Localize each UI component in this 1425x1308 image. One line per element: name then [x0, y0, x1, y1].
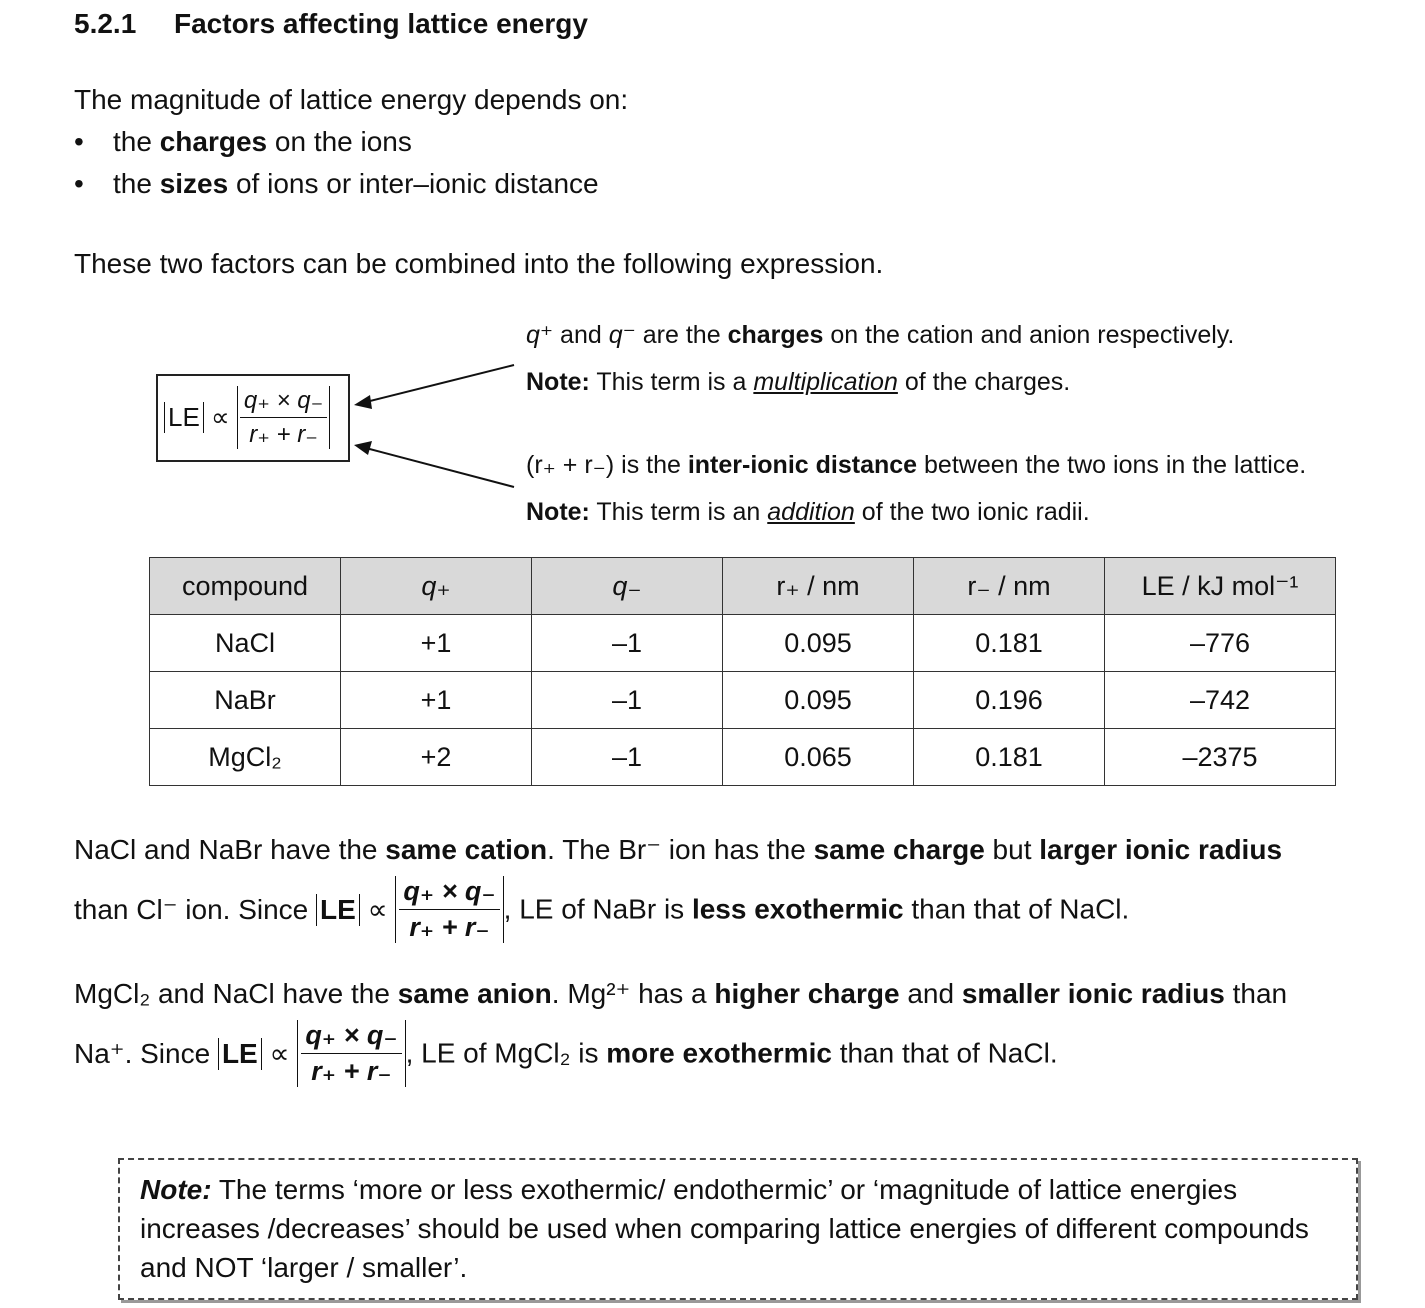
table-cell: +1: [341, 615, 532, 672]
table-cell: +2: [341, 729, 532, 786]
section-title: Factors affecting lattice energy: [174, 8, 588, 39]
distance-line: (r₊ + r₋) is the inter-ionic distance between the two ions in the lattice.: [526, 451, 1307, 479]
header-r-minus: r₋ / nm: [914, 558, 1105, 615]
para2-line1: MgCl₂ and NaCl have the same anion. Mg²⁺ has a higher charge and smaller ionic radius than: [74, 978, 1288, 1009]
table-cell: –1: [532, 672, 723, 729]
table-cell: 0.181: [914, 729, 1105, 786]
note-text: The terms ‘more or less exothermic/ endothermic’ or ‘magnitude of lattice energies increases /decreases’ should be used when comparing lattice energies of different compounds and NOT ‘larger / smaller’.: [140, 1174, 1309, 1283]
table-header-row: [150, 558, 1336, 615]
formula-denominator: r₊ + r₋: [249, 421, 318, 448]
para1-line1: NaCl and NaBr have the same cation. The Br⁻ ion has the same charge but larger ionic radius: [74, 834, 1283, 865]
table-cell: –2375: [1105, 729, 1336, 786]
table-row: [150, 615, 1336, 672]
note-label: Note:: [140, 1174, 212, 1205]
formula-numerator: q₊ × q₋: [240, 386, 327, 418]
bullet-charges: • the charges on the ions: [74, 126, 412, 157]
table-cell: +1: [341, 672, 532, 729]
table-cell: 0.181: [914, 615, 1105, 672]
table-cell: 0.095: [723, 672, 914, 729]
para1-line2: than Cl⁻ ion. Since LE ∝ $\frac{q_+ \times q_-}{r_+ + r_-}$ , LE of NaBr is less exothermic than that of NaCl.: [74, 876, 1130, 942]
table-cell: MgCl₂: [150, 729, 341, 786]
table-cell: 0.196: [914, 672, 1105, 729]
arrow-to-denominator: [362, 447, 514, 487]
header-le: LE / kJ mol⁻¹: [1105, 558, 1336, 615]
formula-box: [156, 374, 350, 462]
note-box: [118, 1158, 1358, 1300]
proportional-symbol: ∝: [211, 402, 230, 432]
bullet-sizes: • the sizes of ions or inter–ionic distance: [74, 168, 599, 199]
table-cell: –776: [1105, 615, 1336, 672]
section-number: 5.2.1: [74, 8, 137, 39]
header-q-minus: q₋: [532, 558, 723, 615]
table-cell: –1: [532, 615, 723, 672]
table-cell: NaCl: [150, 615, 341, 672]
header-r-plus: r₊ / nm: [723, 558, 914, 615]
charge-note: Note: This term is a multiplication of the charges.: [526, 368, 1071, 396]
distance-note: Note: This term is an addition of the two ionic radii.: [526, 498, 1090, 526]
combined-text: These two factors can be combined into the following expression.: [74, 248, 884, 279]
arrow-to-numerator: [362, 365, 514, 403]
table-cell: –742: [1105, 672, 1336, 729]
table-cell: 0.095: [723, 615, 914, 672]
table-row: [150, 729, 1336, 786]
table-cell: 0.065: [723, 729, 914, 786]
lattice-energy-table: [149, 557, 1336, 786]
arrows-graphic: [340, 355, 530, 495]
formula-lhs: LE: [164, 402, 204, 433]
para2-line2: Na⁺. Since LE ∝ $\frac{q_+ \times q_-}{r_+ + r_-}$ , LE of MgCl₂ is more exothermic than that of NaCl.: [74, 1020, 1058, 1086]
arrow-head-denominator-icon: [354, 441, 372, 455]
table-cell: NaBr: [150, 672, 341, 729]
arrow-head-numerator-icon: [354, 395, 372, 409]
table-row: [150, 672, 1336, 729]
header-q-plus: q₊: [341, 558, 532, 615]
header-compound: compound: [150, 558, 341, 615]
table-cell: –1: [532, 729, 723, 786]
section-heading: [74, 8, 588, 40]
intro-text: The magnitude of lattice energy depends on:: [74, 84, 629, 115]
charge-line: q⁺ and q⁻ are the charges on the cation and anion respectively.: [526, 321, 1235, 349]
